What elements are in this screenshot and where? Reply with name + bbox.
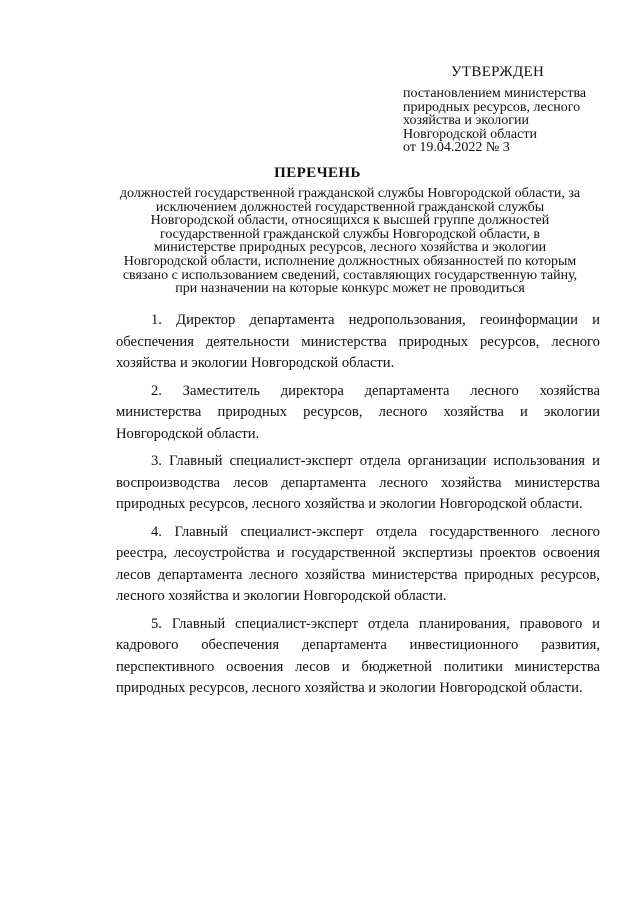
list-item-line — [116, 332, 600, 354]
list-item-line — [116, 494, 600, 516]
word: лесов — [295, 658, 330, 675]
word: министерства — [301, 333, 387, 350]
word: департамента — [249, 312, 335, 328]
word: реестра, — [116, 545, 168, 561]
word: обеспечения — [201, 637, 280, 653]
word: 3. — [151, 453, 162, 469]
word: и — [520, 404, 528, 420]
word: департамента — [364, 382, 450, 399]
list-item-text: лесного хозяйства и экологии Новгородской области. — [116, 588, 447, 604]
word: Главный — [171, 615, 226, 632]
word: и — [592, 312, 600, 328]
word: и — [276, 545, 285, 561]
word: освоения — [226, 658, 284, 675]
word: 2. — [151, 382, 162, 399]
list-item-text: природных ресурсов, лесного хозяйства и экологии Новгородской области. — [116, 680, 583, 696]
list-item-line — [116, 310, 600, 332]
word: лесов — [233, 474, 269, 491]
word: отдела — [368, 615, 409, 632]
word: деятельности — [205, 333, 290, 350]
word: освоения — [542, 545, 600, 561]
word: обеспечения — [116, 333, 194, 350]
word: геоинформации — [479, 312, 578, 328]
word: бюджетной — [361, 658, 432, 675]
word: отдела — [376, 523, 418, 540]
word: и — [341, 658, 350, 675]
word: Директор — [176, 312, 236, 328]
list-item-line — [116, 473, 600, 495]
word: департамента — [301, 637, 387, 653]
word: природных — [398, 333, 469, 350]
word: ресурсов, — [540, 566, 600, 583]
list-item-text: природных ресурсов, лесного хозяйства и экологии Новгородской области. — [116, 496, 583, 512]
word: специалист-эксперт — [235, 615, 359, 632]
list-item-text: хозяйства и экологии Новгородской области. — [116, 355, 395, 371]
word: лесного — [249, 566, 299, 583]
word: Заместитель — [182, 382, 260, 399]
subtitle-line: Новгородской области, исполнение должностных обязанностей по которым — [123, 253, 577, 269]
word: экспертизы — [402, 545, 473, 561]
word: министерства — [514, 658, 600, 675]
list-item — [116, 310, 600, 375]
subtitle-line: Новгородской области, относящихся к высшей группе должностей — [150, 213, 550, 229]
word: и — [592, 453, 600, 469]
word: лесоустройства — [173, 545, 270, 561]
word: перспективного — [116, 658, 215, 675]
word: директора — [280, 382, 344, 399]
word: 5. — [151, 615, 162, 632]
list-item-line — [116, 451, 600, 473]
word: хозяйства — [539, 382, 600, 399]
approval-title: УТВЕРЖДЕН — [451, 64, 545, 80]
list-item-line — [116, 543, 600, 565]
word: министерства — [116, 404, 202, 420]
subtitle-line: министерстве природных ресурсов, лесного хозяйства и экологии — [153, 240, 547, 256]
list-item-line — [116, 635, 600, 657]
word: ресурсов, — [480, 333, 540, 350]
list-item-line — [116, 424, 600, 446]
word: хозяйства — [443, 404, 504, 420]
word: министерства — [514, 474, 600, 491]
word: отдела — [359, 453, 401, 469]
list-item-line — [116, 353, 600, 375]
word: экологии — [544, 404, 600, 420]
word: организации — [407, 453, 487, 469]
list-item-line — [116, 565, 600, 587]
word: лесного — [470, 382, 519, 399]
list-item — [116, 522, 600, 608]
word: ресурсов, — [303, 404, 363, 420]
word: департамента — [157, 566, 243, 583]
word: хозяйства — [304, 566, 366, 583]
list-item-line — [116, 614, 600, 636]
word: и — [592, 615, 600, 632]
word: департамента — [281, 474, 367, 491]
list-item — [116, 381, 600, 446]
list-item-text: Новгородской области. — [116, 425, 260, 442]
word: правового — [519, 615, 583, 632]
word: специалист-эксперт — [240, 523, 364, 540]
positions-list — [116, 310, 600, 706]
word: государственного — [429, 523, 539, 540]
word: 4. — [151, 523, 162, 540]
word: лесного — [551, 523, 600, 540]
subtitle-line: исключением должностей государственной гражданской службы — [155, 199, 545, 215]
approval-line: природных ресурсов, лесного — [403, 99, 581, 115]
list-item-line — [116, 586, 600, 608]
word: Главный — [174, 523, 228, 540]
subtitle-line: при назначении на которые конкурс может не проводиться — [175, 281, 525, 297]
list-item-line — [116, 657, 600, 679]
word: 1. — [151, 312, 162, 328]
word: лесов — [116, 566, 151, 583]
word: хозяйства — [441, 474, 502, 491]
word: государственной — [291, 545, 396, 561]
word: лесного — [551, 333, 600, 350]
list-item — [116, 614, 600, 700]
approval-block — [403, 62, 618, 155]
word: природных — [217, 404, 287, 420]
list-item-line — [116, 522, 600, 544]
list-item-line — [116, 402, 600, 424]
word: лесного — [378, 404, 428, 420]
word: кадрового — [116, 637, 179, 653]
subtitle-line: связано с использованием сведений, составляющих государственную тайну, — [122, 267, 578, 283]
subtitle-line: должностей государственной гражданской службы Новгородской области, за — [119, 186, 581, 201]
word: развития, — [541, 637, 600, 653]
word: лесного — [379, 474, 428, 491]
document-subtitle — [110, 187, 590, 296]
word: инвестиционного — [409, 637, 519, 653]
word: специалист-эксперт — [229, 453, 353, 469]
approval-line: постановлением министерства — [403, 86, 587, 101]
word: проектов — [479, 545, 536, 561]
word: планирования, — [418, 615, 510, 632]
word: Главный — [169, 453, 223, 469]
approval-line: хозяйства и экологии — [403, 113, 530, 128]
word: политики — [443, 658, 503, 675]
document-title: ПЕРЕЧЕНЬ — [274, 165, 361, 181]
approval-details — [403, 87, 618, 155]
list-item-line — [116, 381, 600, 403]
subtitle-line: государственной гражданской службы Новгородской области, в — [159, 226, 541, 242]
approval-line: от 19.04.2022 № 3 — [403, 140, 510, 155]
word: министерства — [372, 566, 458, 583]
list-item — [116, 451, 600, 516]
word: использования — [493, 453, 585, 469]
word: природных — [464, 566, 534, 583]
word: воспроизводства — [116, 474, 221, 491]
list-item-line — [116, 678, 600, 700]
approval-line: Новгородской области — [403, 126, 537, 142]
word: недропользования, — [348, 312, 466, 328]
